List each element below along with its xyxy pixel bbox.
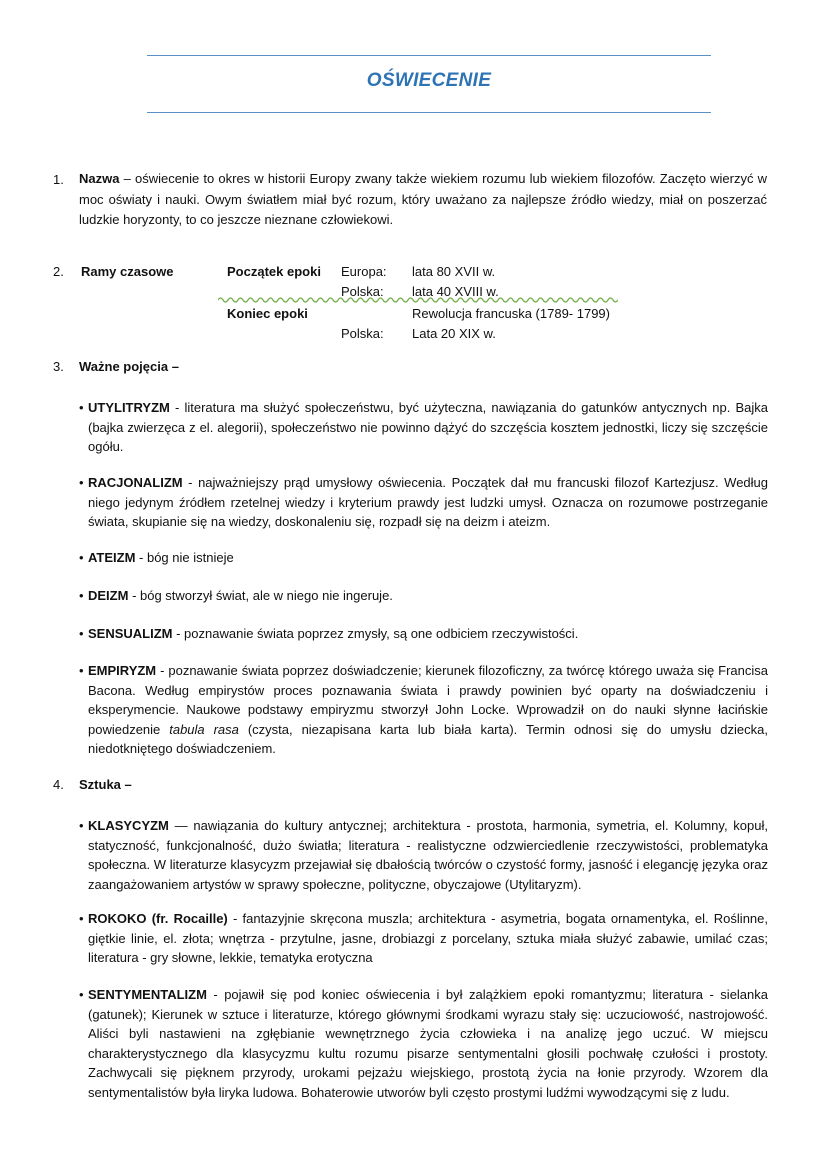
polska-label-2: Polska:: [341, 326, 384, 341]
concept-deizm: [79, 586, 768, 606]
section-1-paragraph: [79, 169, 767, 231]
term: ROKOKO (fr. Rocaille): [88, 911, 228, 926]
wavy-divider: [218, 296, 618, 304]
bullet-dot: •: [79, 475, 84, 490]
term: KLASYCYZM: [88, 818, 169, 833]
definition: — nawiązania do kultury antycznej; architektura - prostota, harmonia, symetria, el. Kolumny, kopuł, statyczność, funkcjonalność, dużo światła; literatura - realistyczne odzwierciedlenie rzeczywistości, problematyka społeczna. W literaturze klasycyzm przejawiał się dbałością twórców o czystość formy, jasność i elegancję języka oraz zaangażowaniem artystów w sprawy społeczne, polityczne, obyczajowe (Utylitaryzm).: [88, 818, 768, 892]
bullet-dot: •: [79, 626, 84, 641]
polska-label-1: Polska:: [341, 284, 384, 299]
title-top-rule: [147, 55, 711, 56]
definition: - bóg nie istnieje: [135, 550, 234, 565]
definition-part-1: - poznawanie świata poprzez doświadczenie; kierunek filozoficzny, za twórcę którego uważa się Francisa Bacona. Według empirystów proces poznawania świata i prawdy powinien być oparty na doświadczeniu i eksperymencie. Naukowe podstawy empiryzmu stworzył John Locke. Wprowadził on do nauki słynne łacińskie powiedzenie: [88, 663, 768, 737]
definition: - poznawanie świata poprzez zmysły, są one odbiciem rzeczywistości.: [172, 626, 579, 641]
bullet-dot: •: [79, 987, 84, 1002]
term: EMPIRYZM: [88, 663, 157, 678]
term: SENSUALIZM: [88, 626, 173, 641]
section-4-heading: Sztuka –: [79, 777, 132, 792]
europa-value: lata 80 XVII w.: [412, 264, 496, 279]
section-1-number: 1.: [53, 172, 64, 187]
art-rokoko: [79, 909, 768, 968]
art-klasycyzm: [79, 816, 768, 894]
bullet-dot: •: [79, 663, 84, 678]
end-value: Rewolucja francuska (1789- 1799): [412, 306, 610, 321]
term: ATEIZM: [88, 550, 136, 565]
europa-label: Europa:: [341, 264, 387, 279]
concept-utylitaryzm: [79, 398, 768, 457]
bullet-dot: •: [79, 400, 84, 415]
end-label: Koniec epoki: [227, 306, 308, 321]
definition: - fantazyjnie skręcona muszla; architektura - asymetria, bogata ornamentyka, el. Roślinne, giętkie linie, el. złota; wnętrza - przytulne, jasne, drobiazgi z porcelany, sztuka miała służyć zabawie, umilać czas; literatura - gry słowne, lekkie, tematyka erotyczna: [88, 911, 768, 965]
concept-sensualizm: [79, 624, 768, 644]
bullet-dot: •: [79, 588, 84, 603]
definition: - literatura ma służyć społeczeństwu, być użyteczna, nawiązania do gatunków antycznych np. Bajka (bajka zwierzęca z el. alegorii), społeczeństwo nie powinno dążyć do szczęścia kosztem jednostki, liczy się szczęście ogółu.: [88, 400, 768, 454]
start-label: Początek epoki: [227, 264, 321, 279]
concept-empiryzm: [79, 661, 769, 759]
term: SENTYMENTALIZM: [88, 987, 207, 1002]
definition: - najważniejszy prąd umysłowy oświecenia. Początek dał mu francuski filozof Kartezjusz. Według niego jedynym źródłem rzetelnej wiedzy i kryterium prawdy jest ludzki umysł. Oznacza on rozumowe postrzeganie świata, skupianie się na wiedzy, doskonaleniu się, rozpadł się na deizm i ateizm.: [88, 475, 768, 529]
definition: - pojawił się pod koniec oświecenia i był zalążkiem epoki romantyzmu; literatura - sielanka (gatunek); Kierunek w sztuce i literaturze, którego głównymi środkami wyrazu stały się: uczuciowość, nastrojowość. Aliści byli nastawieni na zgłębianie wewnętrznego życia człowieka i na analizę jego uczuć. W miejscu charakterystycznego dla klasycyzmu kultu rozumu pisarze sentymentalni głosili pochwałę czułości i prostoty. Zachwycali się pięknem przyrody, urokami pejzażu wiejskiego, prostotą życia na łonie przyrody. Wzorem dla sentymentalistów była liryka ludowa. Bohaterowie utworów byli często prostymi ludźmi wywodzącymi się z ludu.: [88, 987, 768, 1100]
bullet-dot: •: [79, 818, 84, 833]
title-bottom-rule: [147, 112, 711, 113]
section-3-heading: Ważne pojęcia –: [79, 359, 179, 374]
section-4-number: 4.: [53, 777, 64, 792]
art-sentymentalizm: [79, 985, 768, 1102]
latin-phrase: tabula rasa: [169, 721, 239, 737]
definition-part-2: (czysta, niezapisana karta lub biała karta). Termin odnosi się do umysłu dziecka, niedotkniętego doświadczeniem.: [88, 721, 769, 756]
polska-value-2: Lata 20 XIX w.: [412, 326, 496, 341]
section-1-label: Nazwa: [79, 171, 120, 186]
section-3-number: 3.: [53, 359, 64, 374]
term: RACJONALIZM: [88, 475, 183, 490]
section-2-label: Ramy czasowe: [81, 264, 174, 279]
page-title: OŚWIECENIE: [366, 70, 492, 91]
bullet-dot: •: [79, 911, 84, 926]
term: DEIZM: [88, 588, 129, 603]
concept-racjonalizm: [79, 473, 768, 532]
section-2-number: 2.: [53, 264, 64, 279]
bullet-dot: •: [79, 550, 84, 565]
definition: - bóg stworzył świat, ale w niego nie ingeruje.: [128, 588, 393, 603]
section-1-text: – oświecenie to okres w historii Europy zwany także wiekiem rozumu lub wiekiem filozofów. Zaczęto wierzyć w moc oświaty i nauki. Owym światłem miał być rozum, który uważano za najlepsze źródło wiedzy, miał on poszerzać ludzkie horyzonty, to co jeszcze nieznane człowiekowi.: [79, 171, 767, 227]
term: UTYLITRYZM: [88, 400, 170, 415]
concept-ateizm: [79, 548, 768, 568]
polska-value-1: lata 40 XVIII w.: [412, 284, 499, 299]
